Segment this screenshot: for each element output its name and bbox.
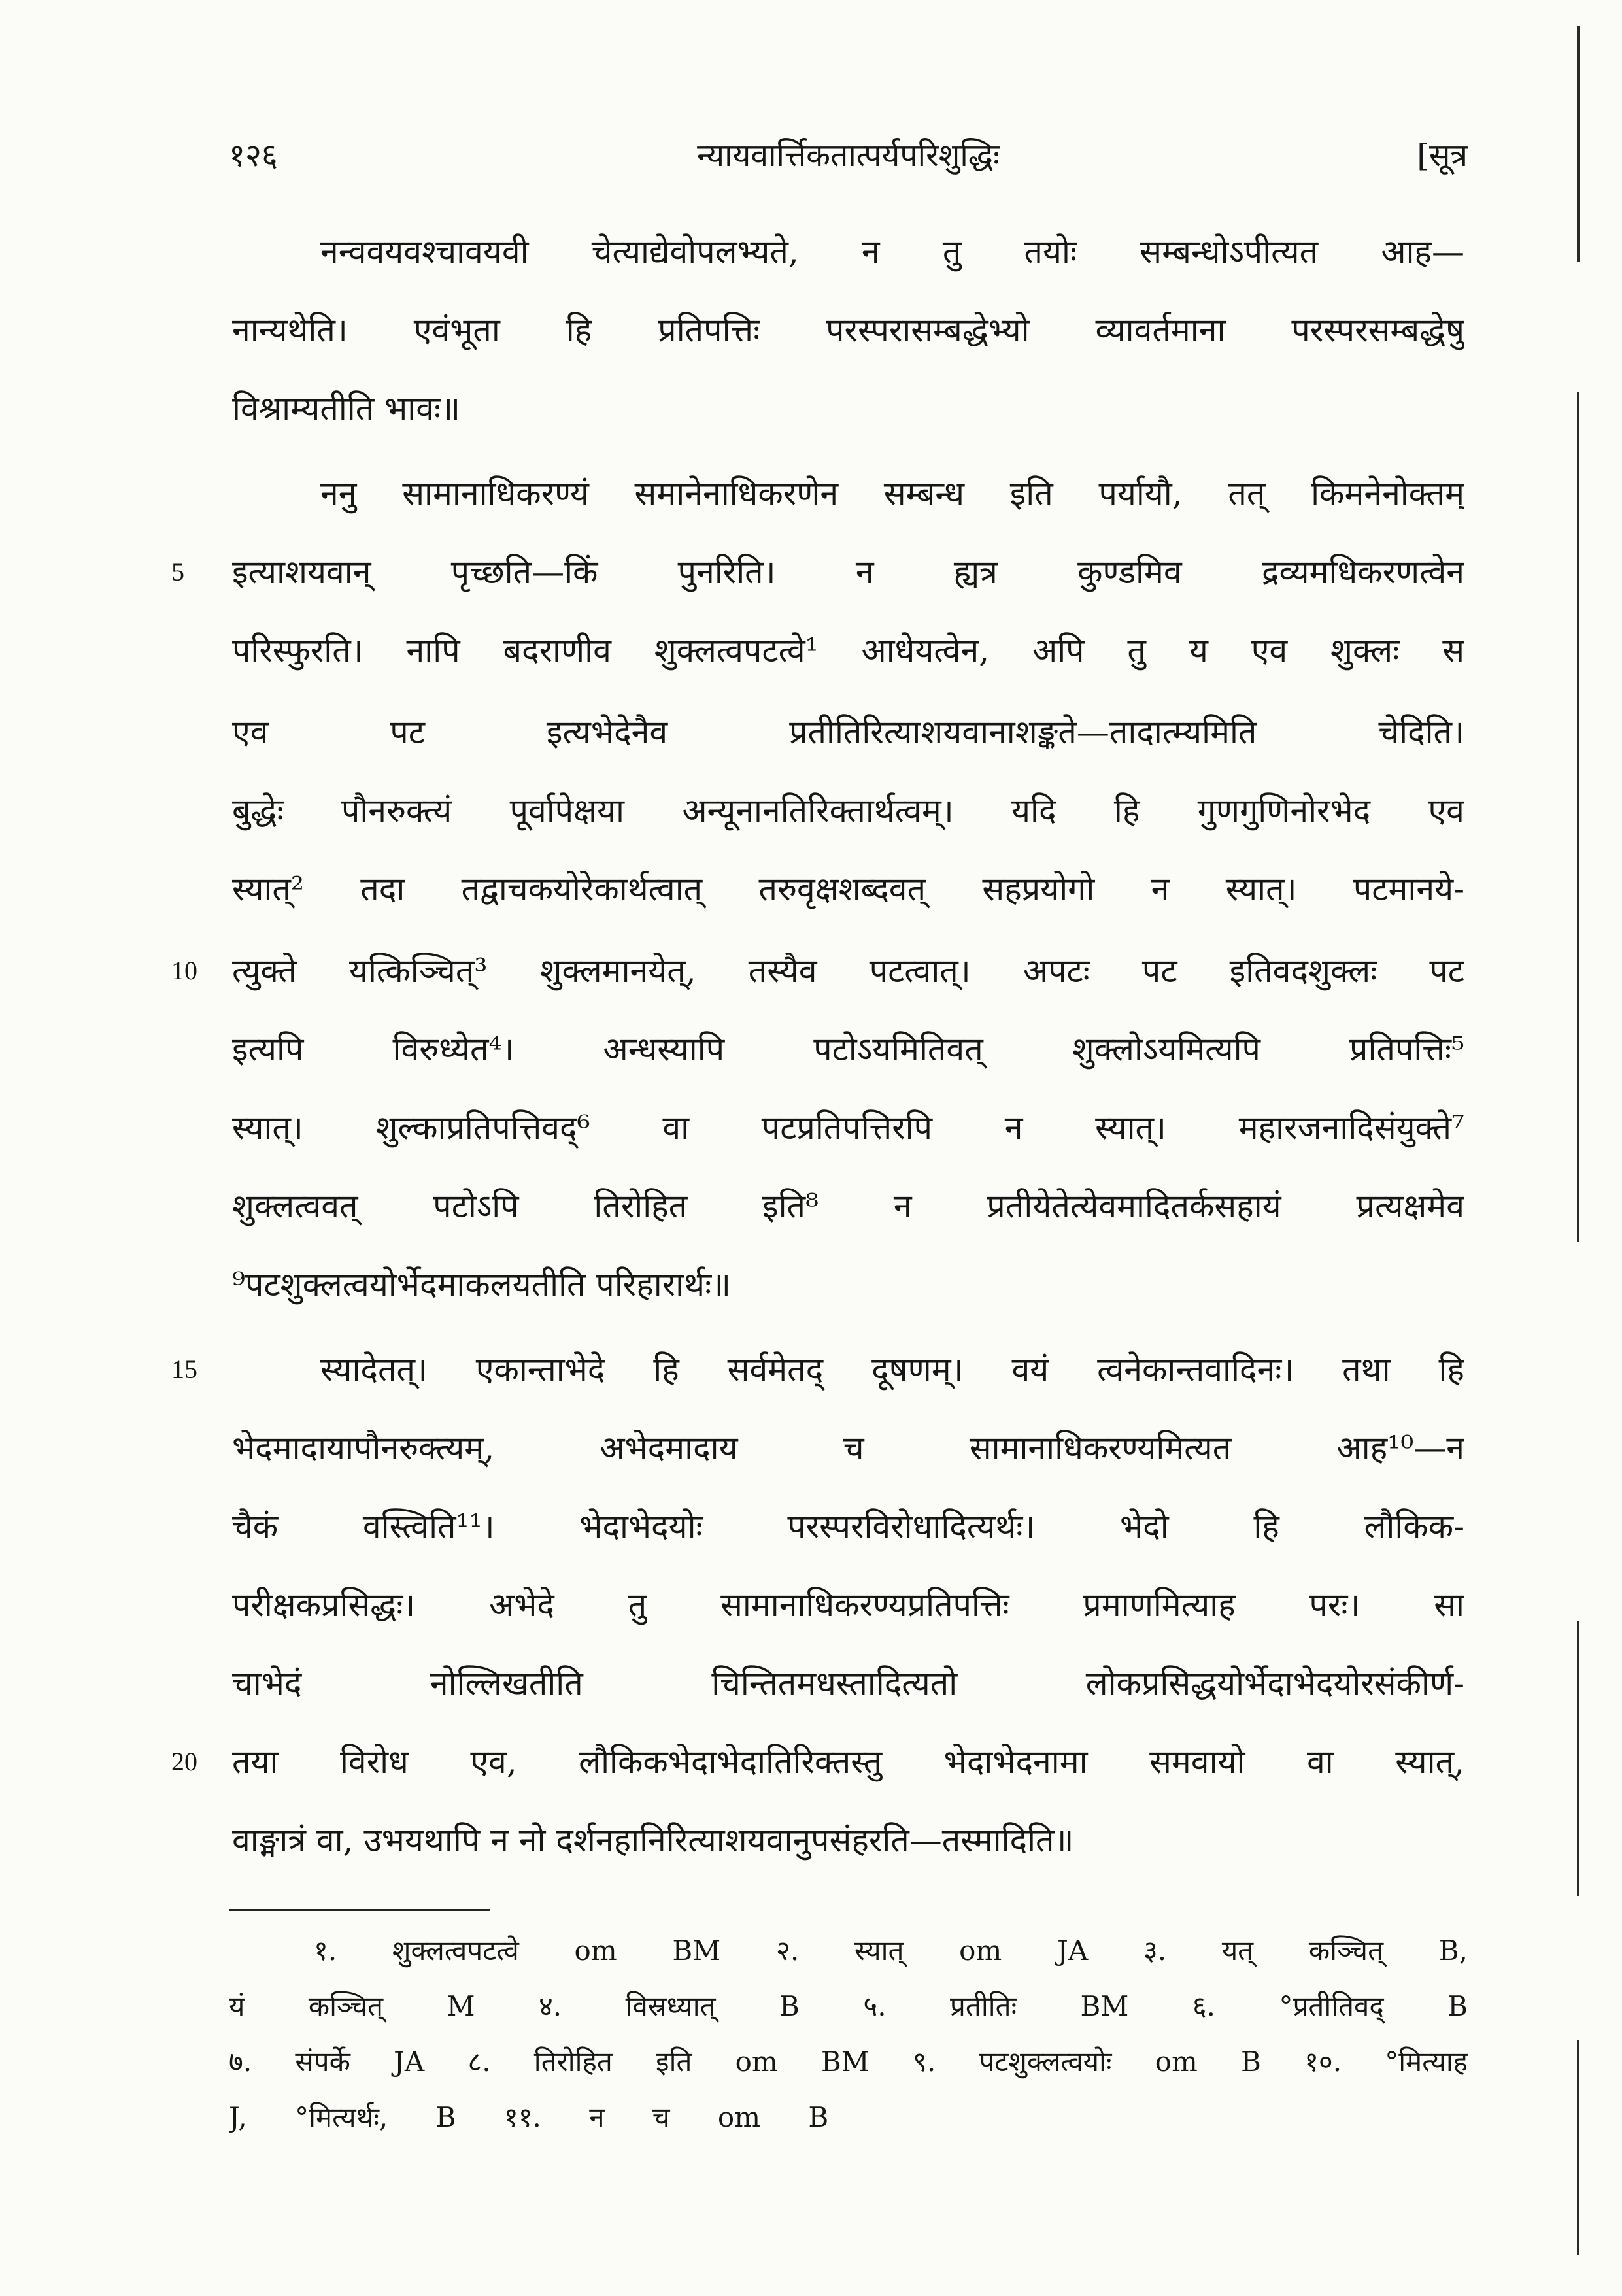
- text-line: बुद्धेः पौनरुक्त्यं पूर्वापेक्षया अन्यूनानतिरिक्तार्थत्वम्। यदि हि गुणगुणिनोरभेद एव: [232, 792, 1464, 830]
- footnote-line: ७. संपर्के JA ८. तिरोहित इति om BM ९. पटशुक्लत्वयोः om B १०. °मित्याह: [229, 2046, 1468, 2078]
- text-line: तया विरोध एव, लौकिकभेदाभेदातिरिक्तस्तु भेदाभेदनामा समवायो वा स्यात्,: [232, 1743, 1464, 1781]
- footnote-line: १. शुक्लत्वपटत्वे om BM २. स्यात् om JA ३. यत् कञ्चित् B,: [314, 1934, 1468, 1967]
- scan-edge-mark: [1577, 26, 1580, 262]
- text-line: शुक्लत्ववत् पटोऽपि तिरोहित इति⁸ न प्रतीयेतेत्येवमादितर्कसहायं प्रत्यक्षमेव: [232, 1187, 1464, 1225]
- text-line: स्यात्। शुल्काप्रतिपत्तिवद्⁶ वा पटप्रतिपत्तिरपि न स्यात्। महारजनादिसंयुक्ते⁷: [232, 1109, 1464, 1147]
- scan-edge-mark: [1577, 1621, 1579, 1896]
- page-number: १२६: [229, 137, 278, 174]
- text-line: परिस्फुरति। नापि बदराणीव शुक्लत्वपटत्वे¹ आधेयत्वेन, अपि तु य एव शुक्लः स: [232, 632, 1464, 669]
- text-line: इत्यपि विरुध्येत⁴। अन्धस्यापि पटोऽयमितिवत् शुक्लोऽयमित्यपि प्रतिपत्तिः⁵: [232, 1030, 1464, 1068]
- text-line: एव पट इत्यभेदेनैव प्रतीतिरित्याशयवानाशङ्कते—तादात्म्यमिति चेदिति।: [232, 713, 1464, 751]
- text-line: नान्यथेति। एवंभूता हि प्रतिपत्तिः परस्परासम्बद्धेभ्यो व्यावर्तमाना परस्परसम्बद्धेषु: [232, 311, 1464, 349]
- running-title: न्यायवार्त्तिकतात्पर्यपरिशुद्धिः: [697, 137, 1000, 174]
- text-line: नन्ववयवश्चावयवी चेत्याद्येवोपलभ्यते, न तु तयोः सम्बन्धोऽपीत्यत आह—: [320, 233, 1464, 271]
- line-number: 5: [171, 557, 184, 586]
- running-header: [229, 129, 1468, 182]
- footnote-line: J, °मित्यर्थः, B ११. न च om B: [229, 2101, 829, 2133]
- scan-edge-mark: [1577, 2040, 1579, 2255]
- text-line: चाभेदं नोल्लिखतीति चिन्तितमधस्तादित्यतो लोकप्रसिद्धयोर्भेदाभेदयोरसंकीर्ण-: [232, 1664, 1464, 1702]
- footnote-rule: [229, 1909, 490, 1911]
- section-marker: [सूत्र: [1417, 137, 1468, 174]
- text-line: ननु सामानाधिकरण्यं समानेनाधिकरणेन सम्बन्ध इति पर्यायौ, तत् किमनेनोक्तम्: [320, 475, 1464, 513]
- text-line: चैकं वस्त्विति¹¹। भेदाभेदयोः परस्परविरोधादित्यर्थः। भेदो हि लौकिक-: [232, 1508, 1464, 1545]
- text-line: स्यादेतत्। एकान्ताभेदे हि सर्वमेतद् दूषणम्। वयं त्वनेकान्तवादिनः। तथा हि: [320, 1351, 1464, 1389]
- line-number: 15: [171, 1355, 197, 1384]
- text-line: भेदमादायापौनरुक्त्यम्, अभेदमादाय च सामानाधिकरण्यमित्यत आह¹⁰—न: [232, 1429, 1464, 1467]
- text-line: त्युक्ते यत्किञ्चित्³ शुक्लमानयेत्, तस्यैव पटत्वात्। अपटः पट इतिवदशुक्लः पट: [232, 952, 1464, 990]
- text-line: इत्याशयवान् पृच्छति—किं पुनरिति। न ह्यत्र कुण्डमिव द्रव्यमधिकरणत्वेन: [232, 553, 1464, 591]
- line-number: 20: [171, 1747, 197, 1776]
- text-line: परीक्षकप्रसिद्धः। अभेदे तु सामानाधिकरण्यप्रतिपत्तिः प्रमाणमित्याह परः। सा: [232, 1586, 1464, 1624]
- footnote-line: यं कञ्चित् M ४. विस्रध्यात् B ५. प्रतीतिः BM ६. °प्रतीतिवद् B: [229, 1990, 1468, 2022]
- text-line: वाङ्मात्रं वा, उभयथापि न नो दर्शनहानिरित्याशयवानुपसंहरति—तस्मादिति॥: [232, 1821, 1074, 1859]
- scan-edge-mark: [1577, 392, 1579, 1242]
- line-number: 10: [171, 956, 197, 985]
- text-line: स्यात्² तदा तद्वाचकयोरेकार्थत्वात् तरुवृक्षशब्दवत् सहप्रयोगो न स्यात्। पटमानये-: [232, 870, 1464, 908]
- text-line: ⁹पटशुक्लत्वयोर्भेदमाकलयतीति परिहारार्थः॥: [232, 1266, 732, 1304]
- text-line: विश्राम्यतीति भावः॥: [232, 390, 461, 428]
